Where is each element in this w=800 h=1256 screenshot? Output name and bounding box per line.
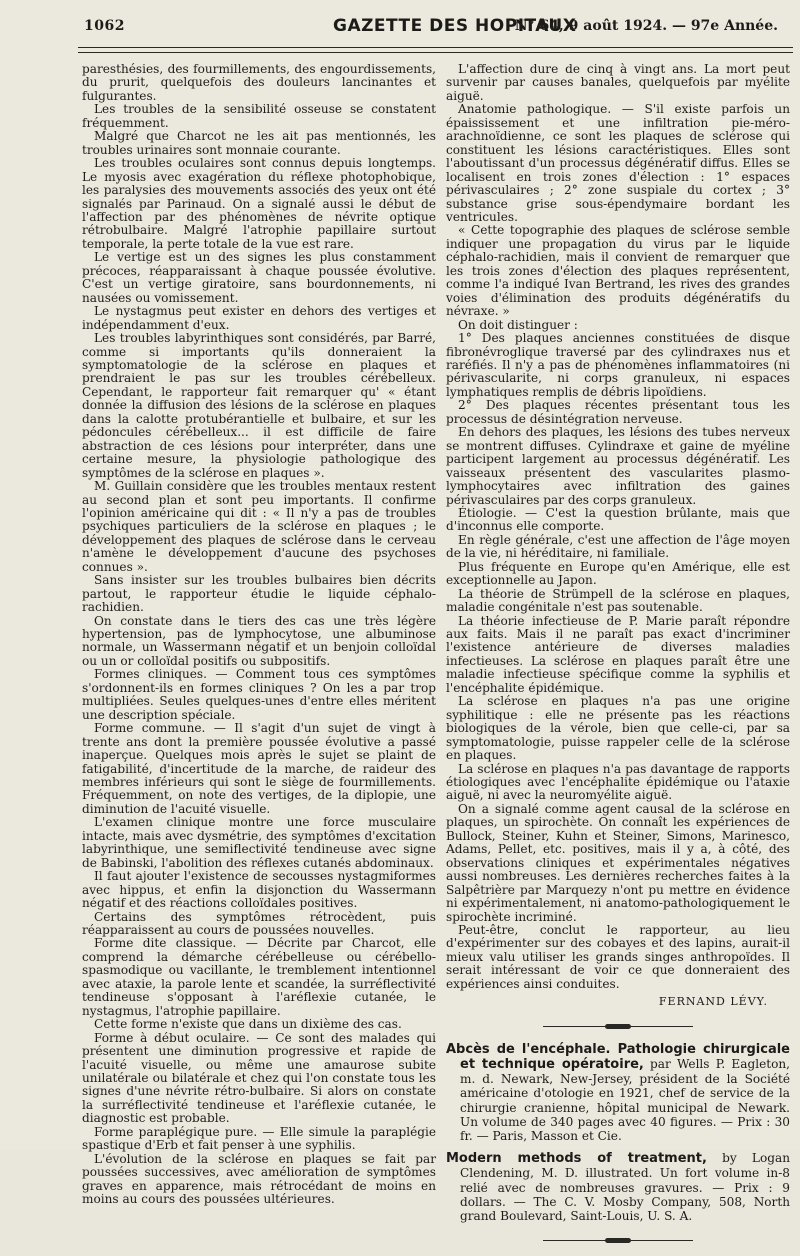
paragraph: On a signalé comme agent causal de la sclérose en plaques, un spirochète. On connaît les expériences de Bullock, Steiner, Kuhn et Steiner, Simons, Marinesco, Adams, Pellet, etc. positives, mais il y a, à côté, des observations cliniques et expérimentales négatives aussi nombreuses. Les dernières recherches faites à la Salpêtrière par Marquezy n'ont pu mettre en évidence ni expérimentalement, ni anatomo-pathologiquement le spirochète incriminé.	[446, 801, 790, 924]
book-review-entry	[446, 1042, 790, 1143]
paragraph: La théorie de Strümpell de la sclérose en plaques, maladie congénitale n'est pas soutenable.	[446, 586, 790, 615]
book-details: par Wells P. Eagleton, m. d. Newark, New-Jersey, président de la Société américaine d'otologie en 1921, chef de service de la chirurgie cranienne, hôpital municipal de Newark. Un volume de 340 pages avec 40 figures. — Prix : 30 fr. — Paris, Masson et Cie.	[460, 1056, 790, 1143]
right-column	[446, 63, 790, 1256]
paragraph: Il faut ajouter l'existence de secousses nystagmiformes avec hippus, et enfin la disjonction du Wassermann négatif et des réactions colloïdales positives.	[82, 869, 436, 911]
paragraph: Forme paraplégique pure. — Elle simule la paraplégie spastique d'Erb et fait penser à une syphilis.	[82, 1124, 436, 1153]
paragraph: En dehors des plaques, les lésions des tubes nerveux se montrent diffuses. Cylindraxe et gaine de myéline participent largement au processus dégénératif. Les vaisseaux présentent des vascularites plasmo-lymphocytaires avec infiltration des gaines périvasculaires par des corps granuleux.	[446, 425, 790, 507]
paragraph: Peut-être, conclut le rapporteur, au lieu d'expérimenter sur des cobayes et des lapins, aurait-il mieux valu utiliser les grands singes anthropoïdes. Il serait intéressant de voir ce que donneraient des expériences ainsi conduites.	[446, 923, 790, 991]
paragraph: 2° Des plaques récentes présentant tous les processus de désintégration nerveuse.	[446, 398, 790, 426]
paragraph: La sclérose en plaques n'a pas une origine syphilitique : elle ne présente pas les réactions biologiques de la vérole, bien que celle-ci, par sa symptomatologie, puisse rappeler celle de la sclérose en plaques.	[446, 694, 790, 763]
book-title: Abcès de l'encéphale. Pathologie chirurgicale et technique opératoire,	[446, 1041, 790, 1072]
paragraph: M. Guillain considère que les troubles mentaux restent au second plan et sont peu importants. Il confirme l'opinion américaine qui dit : « Il n'y a pas de troubles psychiques particuliers de la sclérose en plaques ; le développement des plaques de sclérose dans le cerveau n'amène le développement d'aucune des psychoses connues ».	[82, 479, 436, 574]
header-rule	[78, 47, 793, 48]
bibliography	[446, 1042, 790, 1223]
header-rule-thin	[78, 52, 793, 53]
paragraph: Malgré que Charcot ne les ait pas mentionnés, les troubles urinaires sont monnaie courante.	[82, 129, 436, 157]
paragraph: Sans insister sur les troubles bulbaires bien décrits partout, le rapporteur étudie le liquide céphalo-rachidien.	[82, 573, 436, 615]
paragraph: Cette forme n'existe que dans un dixième des cas.	[94, 1017, 402, 1032]
issue-date: N° 64, 9 août 1924. — 97e Année.	[514, 18, 778, 34]
right-column-text	[446, 63, 790, 991]
paragraph: La théorie infectieuse de P. Marie paraît répondre aux faits. Mais il ne paraît pas exact d'incriminer l'existence antérieure de diverses maladies infectieuses. La sclérose en plaques paraît être une maladie infectieuse spécifique comme la syphilis et l'encéphalite épidémique.	[446, 613, 790, 695]
paragraph: Étiologie. — C'est la question brûlante, mais que d'inconnus elle comporte.	[446, 505, 790, 534]
paragraph: Plus fréquente en Europe qu'en Amérique, elle est exceptionnelle au Japon.	[446, 559, 790, 588]
book-details: by Logan Clendening, M. D. illustrated. Un fort volume in-8 relié avec de nombreuses gravures. — Prix : 9 dollars. — The C. V. Mosby Company, 508, North grand Boulevard, Saint-Louis, U. S. A.	[460, 1151, 790, 1223]
paragraph: Les troubles labyrinthiques sont considérés, par Barré, comme si importants qu'ils donneraient la symptomatologie de la sclérose en plaques et prendraient le pas sur les troubles cérébelleux. Cependant, le rapporteur fait remarquer qu' « étant donnée la diffusion des lésions de la sclérose en plaques dans la calotte protubérantielle et bulbaire, et sur les pédoncules cérébelleux... il est difficile de faire abstraction de ces lésions pour interpréter, dans une certaine mesure, la physiologie pathologique des symptômes de la sclérose en plaques ».	[82, 331, 436, 480]
paragraph: La sclérose en plaques n'a pas davantage de rapports étiologiques avec l'encéphalite épidémique ou l'ataxie aiguë, ni avec la neuromyélite aiguë.	[446, 761, 790, 803]
paragraph: L'examen clinique montre une force musculaire intacte, mais avec dysmétrie, des symptômes d'excitation labyrinthique, une semiflectivité tendineuse avec signe de Babinski, l'abolition des réflexes cutanés abdominaux.	[82, 815, 436, 870]
paragraph: Formes cliniques. — Comment tous ces symptômes s'ordonnent-ils en formes cliniques ? On les a par trop multipliées. Seules quelques-unes d'entre elles méritent une description spéciale.	[82, 667, 436, 722]
paragraph: Le vertige est un des signes les plus constamment précoces, réapparaissant à chaque poussée évolutive. C'est un vertige giratoire, sans bourdonnements, ni nausées ou vomissement.	[82, 250, 436, 305]
page-header	[78, 12, 778, 38]
paragraph: Les troubles de la sensibilité osseuse se constatent fréquemment.	[82, 102, 436, 130]
page-number: 1062	[84, 18, 125, 34]
section-separator	[543, 1025, 693, 1028]
paragraph: En règle générale, c'est une affection de l'âge moyen de la vie, ni héréditaire, ni familiale.	[446, 532, 790, 561]
paragraph: L'affection dure de cinq à vingt ans. La mort peut survenir par causes banales, quelquefois par myélite aiguë.	[446, 62, 790, 103]
paragraph: paresthésies, des fourmillements, des engourdissements, du prurit, quelquefois des douleurs lancinantes et fulgurantes.	[82, 62, 436, 103]
paragraph: « Cette topographie des plaques de sclérose semble indiquer une propagation du virus par le liquide céphalo-rachidien, mais il convient de remarquer que les trois zones d'élection des plaques représentent, comme l'a indiqué Ivan Bertrand, les rives des grandes voies d'élimination des produits dégénératifs du névraxe. »	[446, 223, 790, 319]
paragraph: Forme commune. — Il s'agit d'un sujet de vingt à trente ans dont la première poussée évolutive a passé inaperçue. Quelques mois après le sujet se plaint de fatigabilité, d'incertitude de la marche, de raideur des membres inférieurs qui sont le siège de fourmillements. Fréquemment, on note des vertiges, de la diplopie, une diminution de l'acuité visuelle.	[82, 721, 436, 816]
paragraph: Forme dite classique. — Décrite par Charcot, elle comprend la démarche cérébelleuse ou cérébello-spasmodique ou vacillante, le tremblement intentionnel avec ataxie, la parole lente et scandée, la surréflectivité tendineuse s'opposant à l'aréflexie cutanée, le nystagmus, l'atrophie papillaire.	[82, 936, 436, 1018]
paragraph: L'évolution de la sclérose en plaques se fait par poussées successives, avec amélioration de symptômes graves en apparence, mais rétrocédant de moins en moins au cours des poussées ultérieures.	[82, 1151, 436, 1207]
left-column	[82, 63, 436, 1207]
paragraph: Anatomie pathologique. — S'il existe parfois un épaississement et une infiltration pie-méro-arachnoïdienne, ce sont les plaques de sclérose qui constituent les lésions caractéristiques. Elles sont l'aboutissant d'un processus dégénératif diffus. Elles se localisent en trois zones d'élection : 1° espaces périvasculaires ; 2° zone suspiale du cortex ; 3° substance grise sous-épendymaire bordant les ventricules.	[446, 102, 790, 224]
paragraph: Les troubles oculaires sont connus depuis longtemps. Le myosis avec exagération du réflexe photophobique, les paralysies des mouvements associés des yeux ont été signalés par Parinaud. On a signalé aussi le début de l'affection par des phénomènes de névrite optique rétrobulbaire. Malgré l'atrophie papillaire surtout temporale, la perte totale de la vue est rare.	[82, 156, 436, 251]
paragraph: Certains des symptômes rétrocèdent, puis réapparaissent au cours de poussées nouvelles.	[82, 909, 436, 937]
author-signature: FERNAND LÉVY.	[658, 995, 768, 1009]
paragraph: On doit distinguer :	[458, 317, 578, 332]
journal-title: GAZETTE DES HOPITAUX	[333, 16, 577, 36]
section-separator-bottom	[543, 1239, 693, 1242]
book-title: Modern methods of treatment,	[446, 1151, 707, 1167]
paragraph: Forme à début oculaire. — Ce sont des malades qui présentent une diminution progressive et rapide de l'acuité visuelle, ou même une amaurose subite unilatérale ou bilatérale et chez qui l'on constate tous les signes d'une névrite rétro-bulbaire. Si alors on constate la surréflectivité tendineuse et l'aréflexie cutanée, le diagnostic est probable.	[82, 1030, 436, 1126]
paragraph: Le nystagmus peut exister en dehors des vertiges et indépendamment d'eux.	[82, 304, 436, 332]
book-review-entry	[446, 1151, 790, 1223]
paragraph: 1° Des plaques anciennes constituées de disque fibronévroglique traversé par des cylindraxes nus et raréfiés. Il n'y a pas de phénomènes inflammatoires (ni périvascularite, ni corps granuleux, ni espaces lymphatiques remplis de débris lipoïdiens.	[446, 331, 790, 399]
paragraph: On constate dans le tiers des cas une très légère hypertension, pas de lymphocytose, une albuminose normale, un Wassermann négatif et un benjoin colloïdal ou un or colloïdal positifs ou subpositifs.	[82, 613, 436, 668]
